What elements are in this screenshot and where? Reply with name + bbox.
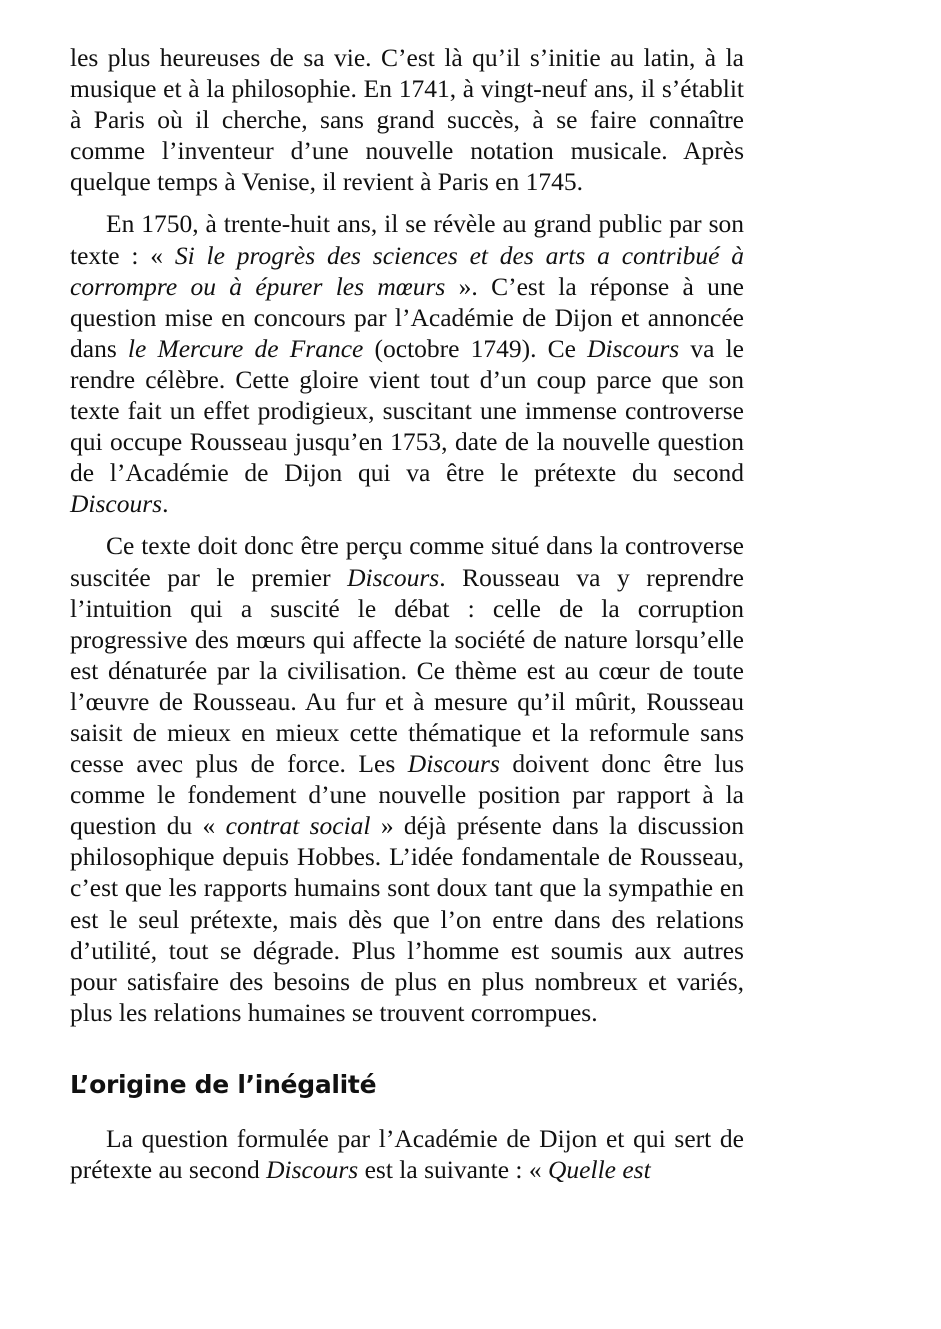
p4-text-a: La question formulée par l’Académie de Dijon et qui sert de prétexte au second bbox=[70, 1123, 744, 1184]
p3-text-a: Ce texte doit donc être perçu comme situé dans la controverse suscitée par le premier bbox=[70, 531, 744, 592]
p2-text-e: . bbox=[162, 489, 169, 519]
p2-text-d: va le rendre célèbre. Cette gloire vient tout d’un coup parce que son texte fait un effet prodigieux, suscitant une immense controverse qui occupe Rousseau jusqu’en 1753, date de la nouvelle question de l’Académie de Dijon qui va être le prétexte du second bbox=[70, 333, 744, 488]
p2-journal-title: le Mercure de France bbox=[127, 333, 364, 363]
p4-discours-title: Discours bbox=[266, 1155, 359, 1184]
p2-text-c: (octobre 1749). Ce bbox=[363, 333, 588, 363]
p2-discours-title-2: Discours bbox=[70, 489, 163, 519]
p4-question-quote: Quelle est bbox=[548, 1155, 651, 1184]
p3-discours-title: Discours bbox=[347, 562, 440, 592]
p3-contrat-social-title: contrat social bbox=[225, 811, 371, 841]
paragraph-3 bbox=[70, 530, 744, 1028]
p2-discours-title: Discours bbox=[587, 333, 680, 363]
paragraph-1 bbox=[70, 42, 744, 197]
p3-text-c: doivent donc être lus comme le fondement d’une nouvelle position par rapport à la question du « bbox=[70, 749, 744, 841]
section-heading: L’origine de l’inégalité bbox=[70, 1069, 377, 1099]
paragraph-4 bbox=[70, 1123, 744, 1185]
p3-text-b: . Rousseau va y reprendre l’intuition qui a suscité le débat : celle de la corruption progressive des mœurs qui affecte la société de nature lorsqu’elle est dénaturée par la civilisation. Ce thème est au cœur de toute l’œuvre de Rousseau. Au fur et à mesure qu’il mûrit, Rousseau saisit de mieux en mieux cette thématique et la reformule sans cesse avec plus de force. Les bbox=[70, 562, 744, 779]
paragraph-2 bbox=[70, 208, 744, 519]
p2-work-title-discours-sciences-arts: Si le progrès des sciences et des arts a contribué à corrompre ou à épurer les mœurs bbox=[70, 240, 745, 301]
p2-text-a: En 1750, à trente-huit ans, il se révèle au grand public par son texte : « bbox=[70, 209, 744, 270]
text-column bbox=[70, 42, 744, 1185]
p3-text-d: » déjà présente dans la discussion philosophique depuis Hobbes. L’idée fondamentale de Rousseau, c’est que les rapports humains sont doux tant que la sympathie en est le seul prétexte, mais dès que l’on entre dans des relations d’utilité, tout se dégrade. Plus l’homme est soumis aux autres pour satisfaire des besoins de plus en plus nombreux et variés, plus les relations humaines se trouvent corrompues. bbox=[70, 811, 744, 1027]
p4-text-b: est la suivante : « bbox=[358, 1155, 549, 1184]
p2-text-b: ». C’est la réponse à une question mise en concours par l’Académie de Dijon et annoncée dans bbox=[70, 271, 744, 363]
p3-discours-title-2: Discours bbox=[407, 749, 500, 779]
p1-text: les plus heureuses de sa vie. C’est là qu’il s’initie au latin, à la musique et à la philosophie. En 1741, à vingt-neuf ans, il s’établit à Paris où il cherche, sans grand succès, à se faire connaître comme l’inventeur d’une nouvelle notation musicale. Après quelque temps à Venise, il revient à Paris en 1745. bbox=[70, 43, 744, 197]
